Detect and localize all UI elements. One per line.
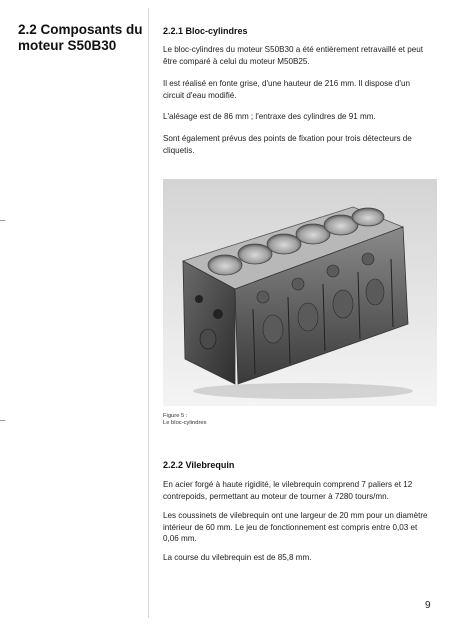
crankshaft-paragraph-3 — [163, 552, 433, 564]
crankshaft-paragraph-1 — [163, 479, 433, 502]
paragraph: L'alésage est de 86 mm ; l'entraxe des cylindres de 91 mm. — [163, 112, 376, 121]
block-paragraph-4 — [163, 133, 433, 156]
figure-number: Figure 5 : — [163, 413, 188, 419]
block-paragraph-2 — [163, 78, 433, 101]
edge-mark — [0, 420, 5, 421]
figure-caption — [163, 413, 207, 427]
engine-block-photo — [163, 179, 437, 406]
block-heading: 2.2.1 Bloc-cylindres — [163, 26, 248, 36]
paragraph: Il est réalisé en fonte grise, d'une hauteur de 216 mm. Il dispose d'un circuit d'eau modifié. — [163, 79, 410, 100]
section-title: 2.2 Composants du moteur S50B30 — [18, 22, 143, 53]
edge-mark — [0, 220, 5, 221]
block-paragraph-1 — [163, 44, 433, 67]
paragraph: Le bloc-cylindres du moteur S50B30 a été entièrement retravaillé et peut être comparé à celui du moteur M50B25. — [163, 45, 424, 66]
engine-block-illustration — [163, 179, 437, 406]
column-divider — [148, 8, 149, 618]
paragraph: Les coussinets de vilebrequin ont une largeur de 20 mm pour un diamètre intérieur de 60 mm. Le jeu de fonctionnement est compris entre 0,03 et 0,06 mm. — [163, 511, 428, 543]
block-section — [163, 26, 433, 36]
crankshaft-heading: 2.2.2 Vilebrequin — [163, 460, 235, 470]
paragraph: Sont également prévus des points de fixation pour trois détecteurs de cliquetis. — [163, 134, 412, 155]
paragraph: La course du vilebrequin est de 85,8 mm. — [163, 553, 312, 562]
page-number: 9 — [425, 600, 431, 611]
crankshaft-section — [163, 460, 433, 470]
figure-label: Le bloc-cylindres — [163, 420, 207, 426]
paragraph: En acier forgé à haute rigidité, le vilebrequin comprend 7 paliers et 12 contrepoids, permettant au moteur de tourner à 7280 tours/mn. — [163, 480, 413, 501]
crankshaft-paragraph-2 — [163, 510, 433, 545]
block-paragraph-3 — [163, 111, 433, 123]
